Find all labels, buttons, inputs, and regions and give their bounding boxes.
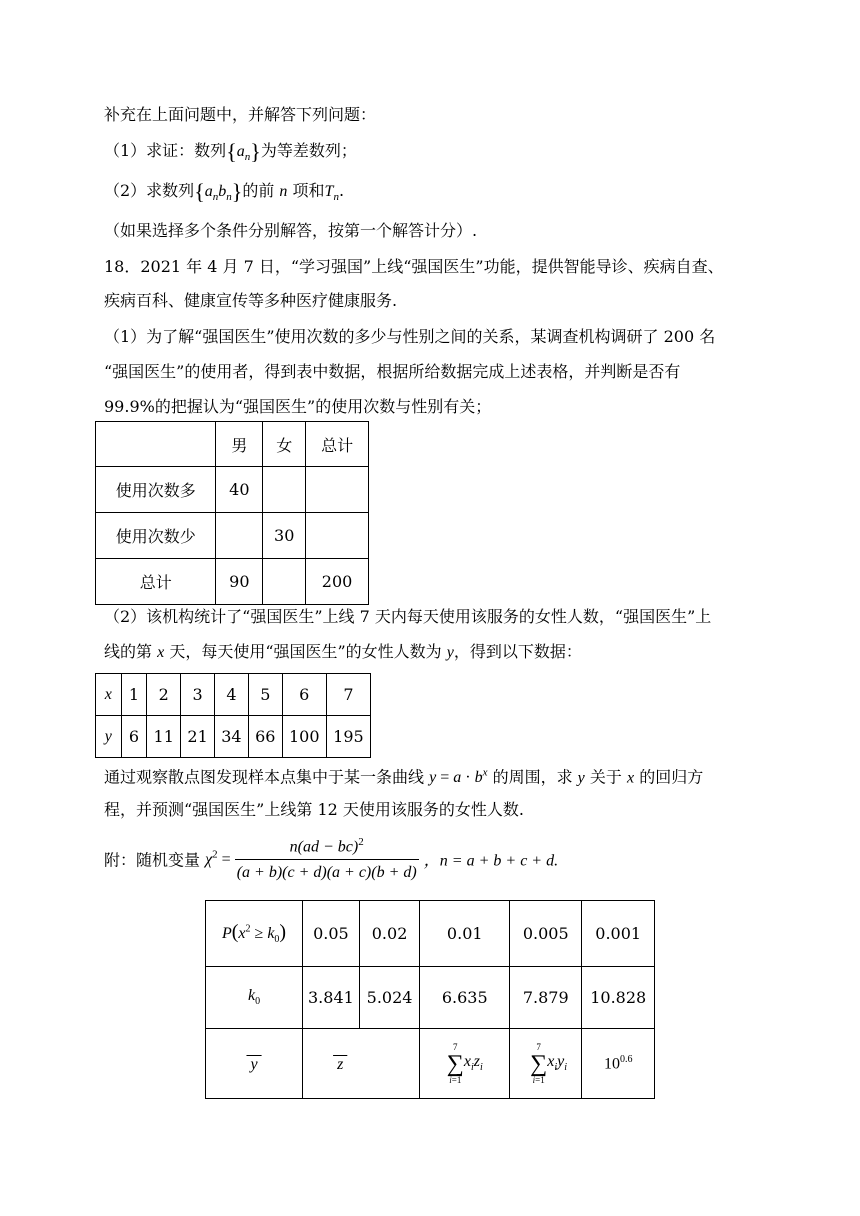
table1-header-total: 总计 (306, 422, 369, 467)
table3-k-cell: 10.828 (582, 967, 655, 1029)
observation-line2: 程，并预测“强国医生”上线第 12 天使用该服务的女性人数. (104, 800, 524, 819)
table1-cell (216, 513, 263, 559)
chi-square-formula: $\chi^2$ = (205, 849, 235, 869)
table3-k-cell: 7.879 (510, 967, 582, 1029)
table3-p-label: $P(x^2 \ge k_0)$ (206, 901, 303, 967)
table2-x-cell: 3 (181, 674, 215, 716)
part-2-line2: 线的第 x 天，每天使用“强国医生”的女性人数为 y，得到以下数据： (104, 642, 582, 661)
part-2-text-b: 天，每天使用“强国医生”的女性人数为 (169, 642, 442, 661)
table1-cell: 200 (306, 559, 369, 605)
table2-x-cell: 5 (248, 674, 282, 716)
question-2-mid: 的前 (242, 181, 275, 200)
table2-y-cell: 21 (181, 716, 215, 758)
table3-k-cell: 3.841 (303, 967, 360, 1029)
table2-x-cell: 6 (282, 674, 326, 716)
observation-line1: 通过观察散点图发现样本点集中于某一条曲线 $y = a \cdot b^x$ 的周围，求 y 关于 x 的回归方 (104, 767, 704, 787)
table2-x-cell: 2 (147, 674, 181, 716)
curve-formula: $y = a \cdot b^x$ (429, 767, 488, 787)
table3-sum-xy: 7 ∑ i=1 $x_iy_i$ (510, 1029, 582, 1099)
question-2-mid2: 项和 (292, 181, 325, 200)
table3-k-cell: 5.024 (359, 967, 420, 1029)
table3-p-cell: 0.001 (582, 901, 655, 967)
question-2-end: . (338, 181, 345, 200)
chi-square-formula-line (104, 836, 558, 882)
n-definition: ，n = a + b + c + d. (423, 852, 559, 870)
observation-text-b: 的周围，求 (492, 767, 573, 787)
question-2: （2）求数列$\{a_nb_n\}$的前 n 项和$T_n$. (104, 179, 345, 204)
part-2-text-c: ，得到以下数据： (453, 642, 582, 661)
critical-value-table (205, 900, 655, 1099)
note-text: （如果选择多个条件分别解答，按第一个解答计分）. (104, 221, 478, 240)
table3-ybar: y (206, 1029, 303, 1099)
table1-header-blank (96, 422, 216, 467)
observation-text-c: 关于 (589, 767, 622, 787)
table2-x-label: x (96, 674, 122, 716)
observation-text-a: 通过观察散点图发现样本点集中于某一条曲线 (104, 767, 425, 787)
table1-cell: 40 (216, 467, 263, 513)
table3-sum-xz: 7 ∑ i=1 $x_iz_i$ (420, 1029, 510, 1099)
part-1-line1: （1）为了解“强国医生”使用次数的多少与性别之间的关系，某调查机构调研了 200 名 (104, 327, 716, 346)
table3-k-cell: 6.635 (420, 967, 510, 1029)
part-1-line2: “强国医生”的使用者，得到表中数据，根据所给数据完成上述表格，并判断是否有 (104, 362, 681, 381)
appendix-label: 附：随机变量 (104, 850, 201, 870)
table2-y-cell: 6 (121, 716, 147, 758)
data-table (95, 673, 371, 758)
table2-y-label: y (96, 716, 122, 758)
table1-cell (306, 467, 369, 513)
table1-row-label: 使用次数多 (96, 467, 216, 513)
table2-y-cell: 11 (147, 716, 181, 758)
problem-18-line2: 疾病百科、健康宣传等多种医疗健康服务. (104, 291, 398, 310)
table1-cell (306, 513, 369, 559)
table3-pow10 (582, 1029, 655, 1099)
problem-18-line1: 18．2021 年 4 月 7 日，“学习强国”上线“强国医生”功能，提供智能导诊、疾病自查、 (104, 257, 724, 276)
table1-header-male: 男 (216, 422, 263, 467)
table2-y-cell: 100 (282, 716, 326, 758)
table2-x-cell: 1 (121, 674, 147, 716)
part-2-text-a: 线的第 (104, 642, 153, 661)
part-2-line1: （2）该机构统计了“强国医生”上线 7 天内每天使用该服务的女性人数，“强国医生”上 (104, 607, 712, 626)
table2-y-cell: 195 (326, 716, 370, 758)
table1-row-label: 总计 (96, 559, 216, 605)
table2-y-cell: 66 (248, 716, 282, 758)
table1-cell: 90 (216, 559, 263, 605)
table1-header-female: 女 (263, 422, 306, 467)
table1-cell: 30 (263, 513, 306, 559)
table2-x-cell: 4 (215, 674, 249, 716)
question-1-lead: （1）求证：数列 (104, 141, 227, 160)
question-1: （1）求证：数列$\{a_n\}$为等差数列； (104, 139, 357, 164)
table3-k-label: $k_0$ (206, 967, 303, 1029)
observation-text-d: 的回归方 (639, 767, 704, 787)
pow10-exponent: 0.6 (619, 1053, 633, 1065)
table1-cell (263, 559, 306, 605)
part-1-line3: 99.9%的把握认为“强国医生”的使用次数与性别有关； (104, 397, 492, 416)
contingency-table (95, 421, 369, 605)
question-2-lead: （2）求数列 (104, 181, 195, 200)
intro-text: 补充在上面问题中，并解答下列问题： (104, 105, 377, 124)
table1-cell (263, 467, 306, 513)
question-1-tail: 为等差数列； (260, 141, 357, 160)
table3-p-cell: 0.02 (359, 901, 420, 967)
table2-x-cell: 7 (326, 674, 370, 716)
table1-row-label: 使用次数少 (96, 513, 216, 559)
table3-p-cell: 0.005 (510, 901, 582, 967)
table2-y-cell: 34 (215, 716, 249, 758)
table3-p-cell: 0.05 (303, 901, 360, 967)
table3-p-cell: 0.01 (420, 901, 510, 967)
pow10-base: 10 (603, 1055, 620, 1073)
chi-square-fraction: $\frac{n(ad - bc)^2}{(a + b)(c + d)(a + c)(b + d)}$ (236, 836, 417, 882)
table3-zbar: z (303, 1029, 420, 1099)
